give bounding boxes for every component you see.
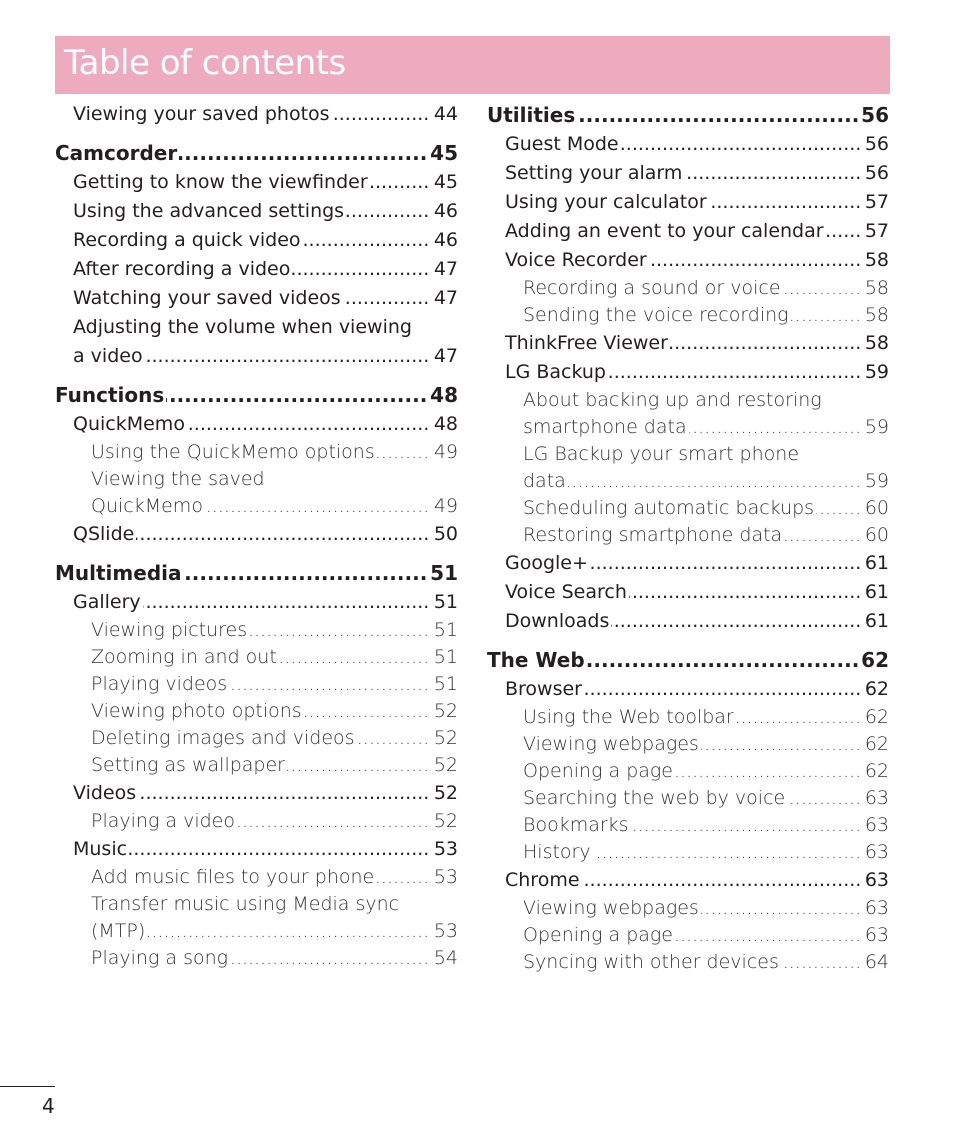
toc-entry[interactable] <box>55 493 458 520</box>
toc-entry-label: Recording a quick video <box>73 226 303 255</box>
toc-entry-label: Using the QuickMemo options <box>91 439 377 466</box>
toc-page-number: 59 <box>862 414 889 441</box>
toc-entry-label: (MTP) <box>91 918 147 945</box>
toc-entry[interactable] <box>55 725 458 752</box>
toc-page-number: 63 <box>862 785 889 812</box>
toc-entry[interactable] <box>55 644 458 671</box>
toc-page-number: 63 <box>862 895 889 922</box>
toc-entry-label: Viewing pictures <box>91 617 249 644</box>
toc-entry[interactable] <box>487 522 889 549</box>
toc-entry-label: Opening a page <box>523 758 675 785</box>
toc-entry-label: History <box>523 839 593 866</box>
toc-entry-label: Using the Web toolbar <box>523 704 736 731</box>
toc-page-number: 58 <box>862 246 889 275</box>
toc-entry-continued[interactable] <box>55 466 458 493</box>
toc-page-number: 44 <box>431 100 458 129</box>
toc-page-number: 49 <box>431 493 458 520</box>
toc-entry[interactable] <box>487 839 889 866</box>
toc-page-number: 53 <box>431 864 458 891</box>
toc-entry[interactable] <box>487 785 889 812</box>
toc-entry-label: data <box>523 468 568 495</box>
toc-entry-label: Viewing webpages <box>523 895 701 922</box>
toc-page-number: 52 <box>431 808 458 835</box>
toc-header-banner <box>55 36 890 94</box>
toc-page-number: 52 <box>431 698 458 725</box>
toc-entry-label: Viewing your saved photos <box>73 100 332 129</box>
toc-entry-label: Add music files to your phone <box>91 864 376 891</box>
toc-entry[interactable] <box>55 864 458 891</box>
toc-page-number: 47 <box>431 284 458 313</box>
toc-page-number: 62 <box>858 645 889 675</box>
toc-entry-label: Deleting images and videos <box>91 725 357 752</box>
toc-page-number: 61 <box>862 578 889 607</box>
toc-page-number: 58 <box>862 275 889 302</box>
toc-entry[interactable] <box>487 812 889 839</box>
toc-page-number: 62 <box>862 675 889 704</box>
toc-entry-label: Restoring smartphone data <box>523 522 784 549</box>
toc-page-number: 52 <box>431 752 458 779</box>
toc-entry-label: The Web <box>487 645 587 675</box>
toc-entry-label: Setting your alarm <box>505 159 684 188</box>
toc-page-number: 48 <box>431 410 458 439</box>
toc-page-number: 62 <box>862 704 889 731</box>
toc-entry-label: Viewing photo options <box>91 698 304 725</box>
toc-page-number: 51 <box>431 588 458 617</box>
toc-entry[interactable] <box>55 945 458 972</box>
toc-entry-label: Chrome <box>505 866 582 895</box>
toc-entry[interactable] <box>55 226 458 255</box>
toc-entry[interactable] <box>487 217 889 246</box>
toc-entry[interactable] <box>487 302 889 329</box>
dot-leader <box>523 468 889 495</box>
toc-entry-label: Voice Recorder <box>505 246 649 275</box>
toc-page-number: 46 <box>431 226 458 255</box>
toc-page-number: 63 <box>862 812 889 839</box>
toc-section-heading[interactable] <box>55 138 458 168</box>
toc-page-number: 51 <box>427 558 458 588</box>
toc-page-number: 48 <box>427 380 458 410</box>
page-number: 4 <box>42 1094 55 1118</box>
toc-entry-label: Playing videos <box>91 671 229 698</box>
toc-entry[interactable] <box>487 130 889 159</box>
toc-page-number: 52 <box>431 725 458 752</box>
toc-entry[interactable] <box>487 922 889 949</box>
toc-page-number: 62 <box>862 758 889 785</box>
toc-page-number: 60 <box>862 522 889 549</box>
toc-entry-label: QuickMemo <box>73 410 187 439</box>
toc-section-heading[interactable] <box>55 558 458 588</box>
toc-entry-label: LG Backup <box>505 358 608 387</box>
toc-entry-label: Viewing webpages <box>523 731 701 758</box>
toc-page-number: 54 <box>431 945 458 972</box>
toc-page-number: 61 <box>862 549 889 578</box>
toc-entry-label: Searching the web by voice <box>523 785 787 812</box>
toc-page-number: 59 <box>862 358 889 387</box>
toc-page-number: 47 <box>431 342 458 371</box>
toc-entry-continued[interactable] <box>55 313 458 342</box>
toc-entry-label: Bookmarks <box>523 812 631 839</box>
toc-right-column <box>487 100 889 976</box>
page-title: Table of contents <box>64 43 346 83</box>
toc-entry[interactable] <box>487 329 889 358</box>
toc-page-number: 53 <box>431 835 458 864</box>
toc-entry-label: About backing up and restoring <box>523 389 822 411</box>
toc-entry[interactable] <box>55 284 458 313</box>
toc-entry[interactable] <box>55 342 458 371</box>
toc-entry-label: Guest Mode <box>505 130 621 159</box>
toc-entry-label: Sending the voice recording <box>523 302 791 329</box>
toc-entry-label: a video <box>73 342 145 371</box>
toc-entry[interactable] <box>487 414 889 441</box>
toc-entry[interactable] <box>55 588 458 617</box>
toc-page-number: 63 <box>862 922 889 949</box>
toc-page-number: 57 <box>862 217 889 246</box>
toc-entry[interactable] <box>487 468 889 495</box>
toc-entry-label: Functions <box>55 380 166 410</box>
toc-entry[interactable] <box>487 675 889 704</box>
toc-entry-label: Utilities <box>487 100 577 130</box>
toc-entry-label: Getting to know the viewfinder <box>73 168 370 197</box>
toc-entry[interactable] <box>55 168 458 197</box>
toc-page-number: 63 <box>862 866 889 895</box>
toc-entry[interactable] <box>487 549 889 578</box>
toc-page-number: 56 <box>858 100 889 130</box>
toc-entry-label: After recording a video <box>73 255 292 284</box>
toc-entry-label: Playing a video <box>91 808 237 835</box>
toc-page-number: 59 <box>862 468 889 495</box>
toc-page-number: 58 <box>862 329 889 358</box>
toc-page-number: 45 <box>427 138 458 168</box>
toc-entry[interactable] <box>487 704 889 731</box>
toc-page-number: 62 <box>862 731 889 758</box>
toc-entry[interactable] <box>55 752 458 779</box>
toc-page-number: 49 <box>431 439 458 466</box>
toc-entry-continued[interactable] <box>55 891 458 918</box>
toc-page-number: 51 <box>431 644 458 671</box>
toc-entry[interactable] <box>487 949 889 976</box>
toc-section-heading[interactable] <box>487 100 889 130</box>
toc-entry-label: QSlide <box>73 520 136 549</box>
toc-entry-continued[interactable] <box>487 387 889 414</box>
toc-page-number: 51 <box>431 671 458 698</box>
toc-entry[interactable] <box>487 895 889 922</box>
toc-entry-label: Adding an event to your calendar <box>505 217 826 246</box>
toc-entry[interactable] <box>55 255 458 284</box>
toc-entry[interactable] <box>55 779 458 808</box>
toc-entry-label: Camcorder <box>55 138 179 168</box>
toc-entry-label: Scheduling automatic backups <box>523 495 816 522</box>
toc-entry[interactable] <box>487 246 889 275</box>
toc-entry[interactable] <box>55 439 458 466</box>
toc-page-number: 56 <box>862 159 889 188</box>
toc-entry-label: LG Backup your smart phone <box>523 443 800 465</box>
toc-entry-label: Recording a sound or voice <box>523 275 783 302</box>
footer-rule <box>0 1086 55 1087</box>
toc-entry-label: Transfer music using Media sync <box>91 893 400 915</box>
toc-page-number: 47 <box>431 255 458 284</box>
toc-entry-label: Setting as wallpaper <box>91 752 287 779</box>
toc-entry[interactable] <box>487 275 889 302</box>
toc-entry[interactable] <box>487 188 889 217</box>
toc-entry-label: Syncing with other devices <box>523 949 781 976</box>
toc-page-number: 58 <box>862 302 889 329</box>
toc-entry-label: Music <box>73 835 129 864</box>
toc-entry-label: smartphone data <box>523 414 689 441</box>
toc-entry[interactable] <box>487 159 889 188</box>
toc-entry-label: QuickMemo <box>91 493 205 520</box>
toc-entry-label: Playing a song <box>91 945 230 972</box>
toc-page-number: 53 <box>431 918 458 945</box>
toc-entry-label: Gallery <box>73 588 143 617</box>
toc-entry[interactable] <box>55 808 458 835</box>
toc-section-heading[interactable] <box>55 380 458 410</box>
toc-page-number: 45 <box>431 168 458 197</box>
dot-leader <box>73 835 458 864</box>
toc-entry-label: Google+ <box>505 549 590 578</box>
toc-entry[interactable] <box>487 495 889 522</box>
toc-page-number: 52 <box>431 779 458 808</box>
toc-entry[interactable] <box>487 731 889 758</box>
toc-entry[interactable] <box>487 578 889 607</box>
toc-left-column <box>55 100 458 972</box>
toc-page-number: 57 <box>862 188 889 217</box>
toc-section-heading[interactable] <box>487 645 889 675</box>
toc-entry[interactable] <box>55 617 458 644</box>
toc-entry[interactable] <box>55 520 458 549</box>
toc-entry-label: Viewing the saved <box>91 468 265 490</box>
toc-entry[interactable] <box>487 758 889 785</box>
toc-entry[interactable] <box>55 197 458 226</box>
toc-entry-label: Watching your saved videos <box>73 284 343 313</box>
toc-entry-label: Voice Search <box>505 578 629 607</box>
toc-entry[interactable] <box>55 671 458 698</box>
toc-entry-label: Videos <box>73 779 138 808</box>
toc-entry-label: Multimedia <box>55 558 183 588</box>
toc-entry-label: Adjusting the volume when viewing <box>73 316 412 338</box>
toc-entry-label: Using the advanced settings <box>73 197 346 226</box>
toc-page-number: 51 <box>431 617 458 644</box>
toc-entry[interactable] <box>55 410 458 439</box>
toc-entry-label: Opening a page <box>523 922 675 949</box>
toc-entry[interactable] <box>487 358 889 387</box>
toc-entry[interactable] <box>487 607 889 636</box>
toc-entry-label: ThinkFree Viewer <box>505 329 670 358</box>
toc-entry-label: Using your calculator <box>505 188 709 217</box>
toc-entry[interactable] <box>55 698 458 725</box>
toc-entry[interactable] <box>55 918 458 945</box>
toc-entry-label: Zooming in and out <box>91 644 279 671</box>
toc-entry-continued[interactable] <box>487 441 889 468</box>
toc-page-number: 50 <box>431 520 458 549</box>
toc-page-number: 46 <box>431 197 458 226</box>
toc-entry-label: Browser <box>505 675 584 704</box>
toc-entry[interactable] <box>55 835 458 864</box>
toc-page-number: 61 <box>862 607 889 636</box>
toc-page-number: 64 <box>862 949 889 976</box>
toc-page-number: 63 <box>862 839 889 866</box>
toc-entry-label: Downloads <box>505 607 611 636</box>
toc-page-number: 60 <box>862 495 889 522</box>
toc-entry[interactable] <box>55 100 458 129</box>
toc-entry[interactable] <box>487 866 889 895</box>
toc-page-number: 56 <box>862 130 889 159</box>
